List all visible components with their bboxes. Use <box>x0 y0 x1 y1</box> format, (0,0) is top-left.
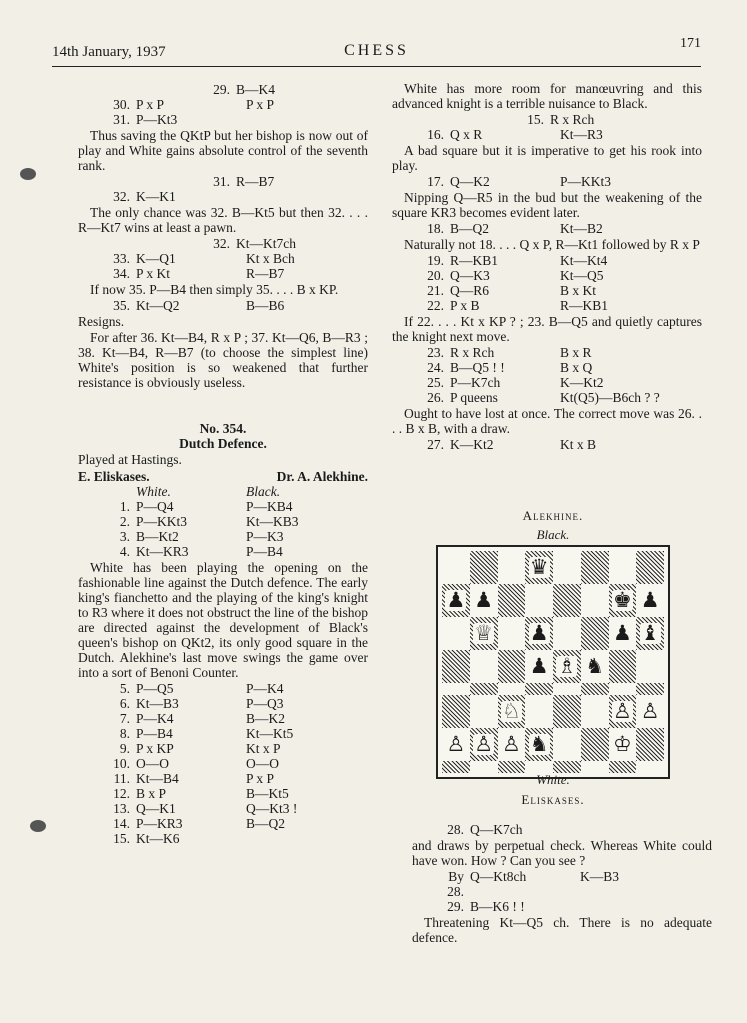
move-row <box>208 236 368 251</box>
dark-square <box>636 551 664 584</box>
light-square <box>553 683 581 695</box>
page-header <box>52 36 701 67</box>
black-player: Dr. A. Alekhine. <box>276 469 368 484</box>
black-move: R—B7 <box>246 266 285 281</box>
black-move: B—Q2 <box>246 816 286 831</box>
white-move: P—KR3 <box>136 816 183 831</box>
black-move: Kt—KB3 <box>246 514 299 529</box>
light-square <box>498 683 526 695</box>
move-row <box>422 253 702 268</box>
move-number: 29. <box>447 899 464 914</box>
white-move: P x B <box>450 298 480 313</box>
light-square <box>609 728 637 761</box>
move-number: 15. <box>527 112 544 127</box>
move-number: 32. <box>213 236 230 251</box>
white-move: P x P <box>136 97 165 112</box>
annotation-paragraph: Nipping Q—R5 in the bud but the weakening of the square KR3 becomes evident later. <box>392 190 702 220</box>
annotation-paragraph: Resigns. <box>78 314 125 329</box>
move-row <box>108 681 368 696</box>
black-knight-icon: ♞ <box>529 732 549 756</box>
right-column-bottom <box>412 822 712 946</box>
move-row <box>108 816 368 831</box>
move-number: 17. <box>427 174 444 189</box>
move-row <box>208 174 368 189</box>
white-move: Q—K7ch <box>470 822 523 837</box>
move-row <box>422 268 702 283</box>
move-number: 6. <box>119 696 130 711</box>
move-number: 3. <box>119 529 130 544</box>
white-move: Q—K1 <box>136 801 176 816</box>
move-number: 27. <box>427 437 444 452</box>
diagram-bottom-side: White. <box>536 772 570 787</box>
white-move: P—K7ch <box>450 375 501 390</box>
move-number: 11. <box>113 771 130 786</box>
game-heading: Dutch Defence. <box>179 436 267 451</box>
dark-square <box>470 617 498 650</box>
black-move: B—Kt5 <box>246 786 289 801</box>
light-square <box>525 650 553 683</box>
move-number: 29. <box>213 82 230 97</box>
white-heading: White. <box>136 484 171 499</box>
punch-hole-top <box>20 168 36 180</box>
move-number: 31. <box>213 174 230 189</box>
dark-square <box>609 584 637 617</box>
white-move: P—B4 <box>136 726 173 741</box>
white-move: Kt—KR3 <box>136 544 189 559</box>
annotation-paragraph: Thus saving the QKtP but her bishop is now out of play and White gains absolute control of the seventh rank. <box>78 128 368 173</box>
move-number: 23. <box>427 345 444 360</box>
move-row <box>108 251 368 266</box>
light-square <box>609 617 637 650</box>
black-move: P x P <box>246 771 275 786</box>
move-row <box>108 544 368 559</box>
black-pawn-icon: ♟ <box>640 588 660 612</box>
annotation-paragraph: The only chance was 32. B—Kt5 but then 32. . . . R—Kt7 wins at least a pawn. <box>78 205 368 235</box>
black-move: K—B3 <box>580 869 620 884</box>
black-move: R—KB1 <box>560 298 609 313</box>
dark-square <box>636 728 664 761</box>
header-date: 14th January, 1937 <box>52 44 166 60</box>
white-pawn-icon: ♙ <box>612 699 632 723</box>
move-row <box>422 390 702 405</box>
move-row <box>108 298 368 313</box>
light-square <box>442 728 470 761</box>
annotation-paragraph: Ought to have lost at once. The correct move was 26. . . . B x B, with a draw. <box>392 406 702 436</box>
move-number: 25. <box>427 375 444 390</box>
black-move: Q—Kt3 ! <box>246 801 298 816</box>
move-row <box>108 726 368 741</box>
chess-board <box>442 551 664 773</box>
move-number: 10. <box>113 756 130 771</box>
white-player: E. Eliskases. <box>78 469 150 484</box>
white-bishop-icon: ♗ <box>557 654 577 678</box>
dark-square <box>498 584 526 617</box>
dark-square <box>636 617 664 650</box>
move-row <box>422 127 702 142</box>
black-move: B—B6 <box>246 298 285 313</box>
black-pawn-icon: ♟ <box>474 588 494 612</box>
black-move: B—K2 <box>246 711 286 726</box>
dark-square <box>498 650 526 683</box>
white-move: B—Kt2 <box>136 529 179 544</box>
black-move: K—Kt2 <box>560 375 604 390</box>
move-row <box>108 499 368 514</box>
white-move: Q x R <box>450 127 483 142</box>
dark-square <box>581 728 609 761</box>
light-square <box>636 695 664 728</box>
move-row <box>422 298 702 313</box>
white-move: Q—K3 <box>450 268 490 283</box>
move-number: 28. <box>447 822 464 837</box>
diagram-top-name: Alekhine. <box>522 508 584 523</box>
move-number: 26. <box>427 390 444 405</box>
annotation-paragraph: Naturally not 18. . . . Q x P, R—Kt1 followed by R x P <box>404 237 700 252</box>
dark-square <box>442 584 470 617</box>
black-move: Kt—Kt5 <box>246 726 294 741</box>
white-move: Kt—K6 <box>136 831 180 846</box>
black-move: P—KB4 <box>246 499 293 514</box>
light-square <box>581 695 609 728</box>
annotation-paragraph: Played at Hastings. <box>78 452 182 467</box>
move-row <box>108 266 368 281</box>
dark-square <box>553 695 581 728</box>
dark-square <box>581 551 609 584</box>
move-number: 15. <box>113 831 130 846</box>
move-row <box>422 174 702 189</box>
annotation-paragraph: If now 35. P—B4 then simply 35. . . . B x KP. <box>90 282 339 297</box>
dark-square <box>442 650 470 683</box>
move-number: 20. <box>427 268 444 283</box>
move-number: 30. <box>113 97 130 112</box>
light-square <box>553 728 581 761</box>
light-square <box>442 551 470 584</box>
dark-square <box>442 695 470 728</box>
move-number: 13. <box>113 801 130 816</box>
move-row <box>422 360 702 375</box>
light-square <box>525 584 553 617</box>
dark-square <box>581 683 609 695</box>
move-number: 14. <box>113 816 130 831</box>
black-move: Kt—Kt7ch <box>236 236 296 251</box>
move-row <box>108 771 368 786</box>
white-move: P—Q5 <box>136 681 174 696</box>
move-number: 31. <box>113 112 130 127</box>
black-heading: Black. <box>246 484 281 499</box>
black-move: B—K4 <box>236 82 276 97</box>
move-row <box>442 869 712 899</box>
black-queen-icon: ♛ <box>529 555 549 579</box>
move-row <box>108 831 368 846</box>
move-row <box>108 711 368 726</box>
move-number: 8. <box>119 726 130 741</box>
black-pawn-icon: ♟ <box>612 621 632 645</box>
move-number: 9. <box>119 741 130 756</box>
black-move: Kt x P <box>246 741 281 756</box>
dark-square <box>525 728 553 761</box>
black-move: Kt—R3 <box>560 127 603 142</box>
move-number: 18. <box>427 221 444 236</box>
white-move: K—K1 <box>136 189 176 204</box>
move-row <box>442 899 712 914</box>
dark-square <box>470 551 498 584</box>
white-pawn-icon: ♙ <box>474 732 494 756</box>
light-square <box>636 650 664 683</box>
black-bishop-icon: ♝ <box>640 621 660 645</box>
black-move: R x Rch <box>550 112 595 127</box>
black-move: P—K4 <box>246 681 284 696</box>
move-number: 34. <box>113 266 130 281</box>
light-square <box>581 584 609 617</box>
move-number: 16. <box>427 127 444 142</box>
light-square <box>636 584 664 617</box>
move-number: 12. <box>113 786 130 801</box>
black-move: P—KKt3 <box>560 174 612 189</box>
white-move: P—Q4 <box>136 499 174 514</box>
move-row <box>108 112 368 127</box>
move-number: 5. <box>119 681 130 696</box>
white-move: P queens <box>450 390 498 405</box>
move-row <box>208 82 368 97</box>
move-row <box>108 529 368 544</box>
black-move: P x P <box>246 97 275 112</box>
white-move: B—Q5 ! ! <box>450 360 505 375</box>
white-move: K—Kt2 <box>450 437 494 452</box>
dark-square <box>470 683 498 695</box>
white-move: O—O <box>136 756 169 771</box>
dark-square <box>498 695 526 728</box>
white-move: P—KKt3 <box>136 514 188 529</box>
light-square <box>470 695 498 728</box>
move-row <box>108 514 368 529</box>
black-pawn-icon: ♟ <box>446 588 466 612</box>
annotation-paragraph: White has been playing the opening on the fashionable line against the Dutch defence. The early king's fianchetto and the playing of the king's knight to R3 where it does not obstruct the line of the bishop are directed against the development of Black's queen's bishop on QKt2, its only good square in the Dutch. Alekhine's last move swings the game over into a sort of Benoni Counter. <box>78 560 368 680</box>
black-move: B x Q <box>560 360 593 375</box>
light-square <box>442 683 470 695</box>
white-queen-icon: ♕ <box>474 621 494 645</box>
light-square <box>442 617 470 650</box>
black-king-icon: ♚ <box>612 588 632 612</box>
white-move: Q—Kt8ch <box>470 869 527 884</box>
white-move: B—K6 ! ! <box>470 899 525 914</box>
move-row <box>442 822 712 837</box>
dark-square <box>525 683 553 695</box>
light-square <box>470 650 498 683</box>
annotation-paragraph: Threatening Kt—Q5 ch. There is no adequate defence. <box>412 915 712 945</box>
black-move <box>246 112 366 127</box>
black-pawn-icon: ♟ <box>529 621 549 645</box>
black-move: R—B7 <box>236 174 275 189</box>
black-move: B x Kt <box>560 283 597 298</box>
white-king-icon: ♔ <box>612 732 632 756</box>
black-move: Kt—Kt4 <box>560 253 608 268</box>
header-title: CHESS <box>344 42 409 59</box>
move-number: 33. <box>113 251 130 266</box>
move-row <box>108 97 368 112</box>
dark-square <box>636 683 664 695</box>
annotation-paragraph: If 22. . . . Kt x KP ? ; 23. B—Q5 and quietly captures the knight next move. <box>392 314 702 344</box>
move-number: 4. <box>119 544 130 559</box>
dark-square <box>553 650 581 683</box>
move-number: 19. <box>427 253 444 268</box>
black-move <box>246 189 366 204</box>
game-heading: No. 354. <box>199 421 247 436</box>
light-square <box>581 650 609 683</box>
white-move: B x P <box>136 786 167 801</box>
black-move: Kt x B <box>560 437 597 452</box>
move-row <box>108 189 368 204</box>
move-row <box>422 283 702 298</box>
black-move: O—O <box>246 756 279 771</box>
left-column <box>78 82 368 846</box>
white-move: P x KP <box>136 741 174 756</box>
white-move: R—KB1 <box>450 253 499 268</box>
white-move: Q—K2 <box>450 174 490 189</box>
white-move: Kt—B4 <box>136 771 179 786</box>
move-row <box>108 801 368 816</box>
white-move: R x Rch <box>450 345 495 360</box>
move-row <box>422 345 702 360</box>
spacer <box>108 484 136 499</box>
white-move: P—Kt3 <box>136 112 178 127</box>
light-square <box>553 551 581 584</box>
dark-square <box>581 617 609 650</box>
black-move: P—Q3 <box>246 696 284 711</box>
dark-square <box>609 695 637 728</box>
move-row <box>422 221 702 236</box>
black-move: Kt x Bch <box>246 251 295 266</box>
dark-square <box>470 728 498 761</box>
move-row <box>522 112 702 127</box>
right-column <box>392 80 702 452</box>
move-row <box>108 696 368 711</box>
light-square <box>609 683 637 695</box>
move-number: 24. <box>427 360 444 375</box>
diagram-bottom-name: Eliskases. <box>521 792 585 807</box>
white-move: Kt—Q2 <box>136 298 180 313</box>
dark-square <box>525 551 553 584</box>
dark-square <box>525 617 553 650</box>
white-move: P x Kt <box>136 266 171 281</box>
light-square <box>470 584 498 617</box>
move-number: 2. <box>119 514 130 529</box>
light-square <box>498 617 526 650</box>
black-move: P—K3 <box>246 529 284 544</box>
black-move: Kt(Q5)—B6ch ? ? <box>560 390 660 405</box>
light-square <box>498 728 526 761</box>
light-square <box>525 695 553 728</box>
move-number: 21. <box>427 283 444 298</box>
players-line <box>78 469 368 484</box>
move-number: 1. <box>119 499 130 514</box>
dark-square <box>553 584 581 617</box>
page-number: 171 <box>680 36 701 51</box>
section-gap <box>78 391 368 421</box>
white-pawn-icon: ♙ <box>446 732 466 756</box>
white-knight-icon: ♘ <box>501 699 521 723</box>
white-move: K—Q1 <box>136 251 176 266</box>
diagram-top-side: Black. <box>536 527 570 542</box>
chess-diagram <box>436 545 670 779</box>
move-row <box>108 741 368 756</box>
move-number: 22. <box>427 298 444 313</box>
black-move <box>246 831 366 846</box>
white-move: P—K4 <box>136 711 174 726</box>
move-row <box>422 375 702 390</box>
punch-hole-bottom <box>30 820 46 832</box>
move-columns-heading <box>108 484 368 499</box>
black-move: P—B4 <box>246 544 283 559</box>
move-number: 32. <box>113 189 130 204</box>
black-pawn-icon: ♟ <box>529 654 549 678</box>
annotation-paragraph: White has more room for manœuvring and this advanced knight is a terrible nuisance to Black. <box>392 81 702 111</box>
light-square <box>609 551 637 584</box>
annotation-paragraph: A bad square but it is imperative to get his rook into play. <box>392 143 702 173</box>
annotation-paragraph: For after 36. Kt—B4, R x P ; 37. Kt—Q6, B—R3 ; 38. Kt—B4, R—B7 (to choose the simplest line) White's position is so weakened that further resistance is obviously useless. <box>78 330 368 390</box>
move-number: 7. <box>119 711 130 726</box>
white-move: B—Q2 <box>450 221 490 236</box>
white-pawn-icon: ♙ <box>640 699 660 723</box>
light-square <box>498 551 526 584</box>
light-square <box>553 617 581 650</box>
move-row <box>108 786 368 801</box>
move-number: 35. <box>113 298 130 313</box>
black-knight-icon: ♞ <box>585 654 605 678</box>
black-move: Kt—Q5 <box>560 268 604 283</box>
move-row <box>422 437 702 452</box>
black-move: Kt—B2 <box>560 221 603 236</box>
white-pawn-icon: ♙ <box>501 732 521 756</box>
move-number: By 28. <box>447 869 464 899</box>
white-move: Kt—B3 <box>136 696 179 711</box>
annotation-paragraph: and draws by perpetual check. Whereas White could have won. How ? Can you see ? <box>412 838 712 868</box>
dark-square <box>609 650 637 683</box>
white-move: Q—R6 <box>450 283 490 298</box>
move-row <box>108 756 368 771</box>
black-move: B x R <box>560 345 592 360</box>
